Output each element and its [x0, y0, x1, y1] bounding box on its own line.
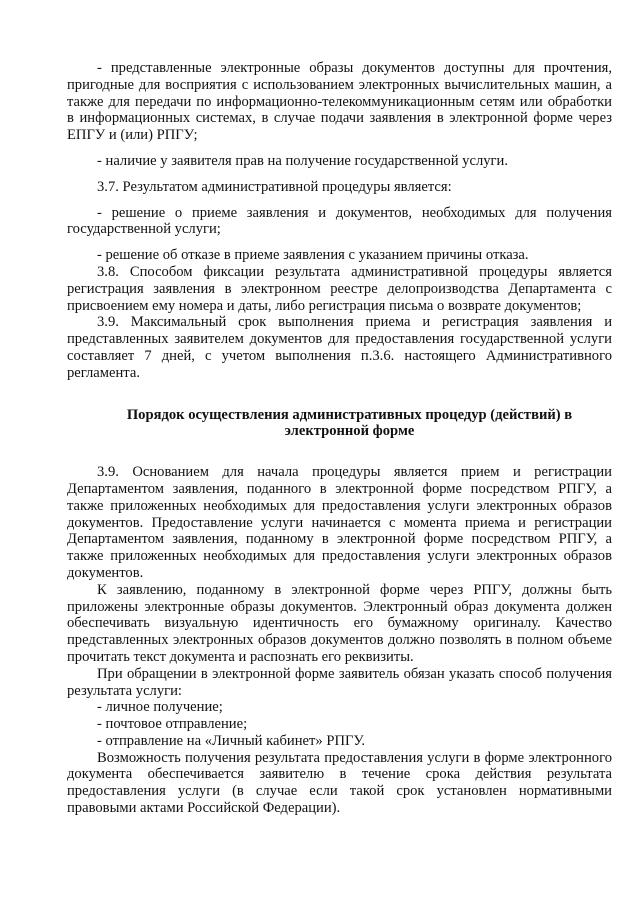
paragraph: При обращении в электронной форме заявитель обязан указать способ получения результата услуги: [67, 665, 612, 699]
section-heading: Порядок осуществления административных процедур (действий) в электронной форме [126, 406, 573, 440]
document-page [67, 60, 612, 817]
paragraph: - решение об отказе в приеме заявления с указанием причины отказа. [97, 247, 529, 264]
paragraph: 3.9. Максимальный срок выполнения приема и регистрация заявления и представленных заявителем документов для предоставления государственной услуги составляет 7 дней, с учетом выполнения п.3.6. настоящего Административного регламента. [67, 314, 612, 381]
paragraph: - представленные электронные образы документов доступны для прочтения, пригодные для восприятия с использованием электронных вычислительных машин, а также для передачи по информационно-телекоммуникационным сетям или обработки в информационных системах, в случае подачи заявления в электронной форме через ЕПГУ и (или) РПГУ; [67, 60, 612, 144]
paragraph: 3.9. Основанием для начала процедуры является прием и регистрации Департаментом заявления, поданного в электронной форме посредством РПГУ, а также приложенных необходимых для предоставления услуги электронных образов документов. Предоставление услуги начинается с момента приема и регистрации Департаментом заявления, поданному в электронной форме посредством РПГУ, а также приложенных необходимых для предоставления услуги электронных образов документов. [67, 464, 612, 581]
paragraph: 3.8. Способом фиксации результата административной процедуры является регистрация заявления в электронном реестре делопроизводства Департамента с присвоением ему номера и даты, либо регистрация письма о возврате документов; [67, 263, 612, 314]
list-item: - почтовое отправление; [97, 716, 248, 733]
paragraph: Возможность получения результата предоставления услуги в форме электронного документа обеспечивается заявителю в течение срока действия результата предоставления услуги (в случае если такой срок установлен нормативными правовыми актами Российской Федерации). [67, 749, 612, 817]
list-item: - отправление на «Личный кабинет» РПГУ. [97, 732, 366, 749]
paragraph: К заявлению, поданному в электронной форме через РПГУ, должны быть приложены электронные образы документов. Электронный образ документа должен обеспечивать визуальную идентичность его бумажному оригиналу. Качество представленных электронных образов документов должно позволять в полном объеме прочитать текст документа и распознать его реквизиты. [67, 581, 612, 665]
paragraph: - наличие у заявителя прав на получение государственной услуги. [97, 152, 508, 169]
paragraph: 3.7. Результатом административной процедуры является: [97, 178, 452, 195]
paragraph: - решение о приеме заявления и документов, необходимых для получения государственной услуги; [67, 204, 612, 238]
list-item: - личное получение; [97, 699, 223, 716]
